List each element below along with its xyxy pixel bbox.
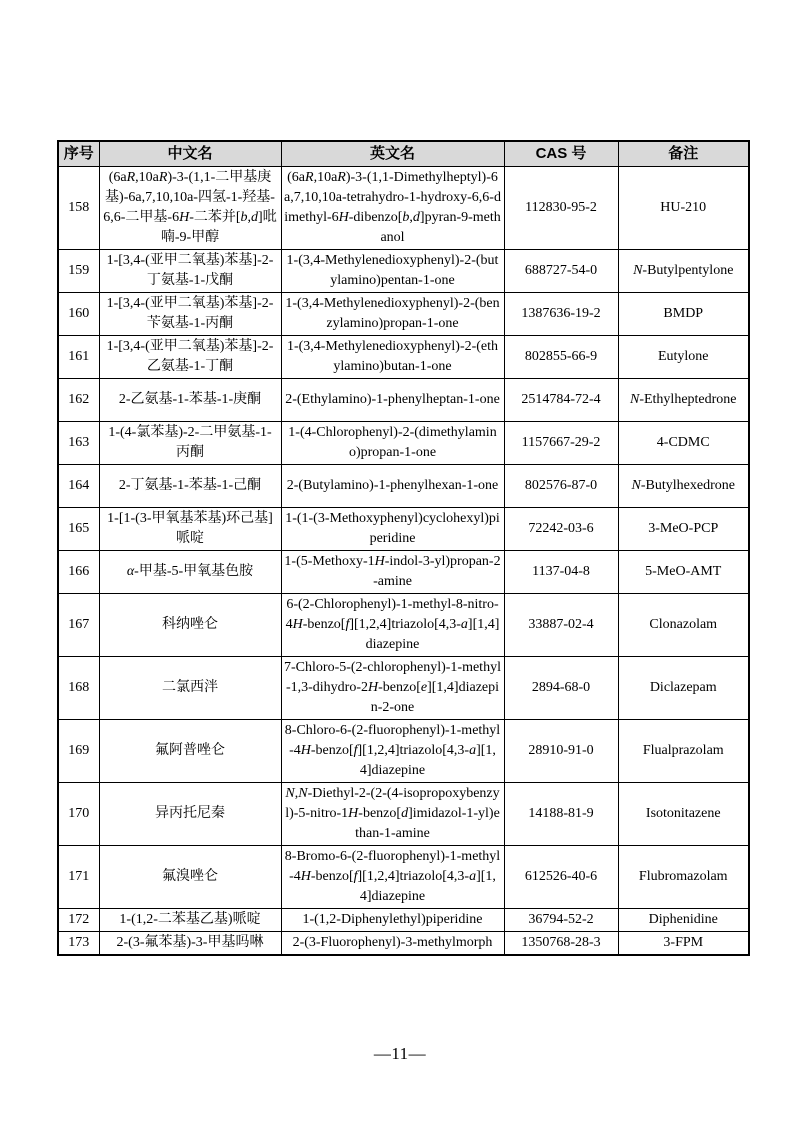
column-header-chinese-name: 中文名 [99, 141, 281, 167]
cell-cas-number: 1350768-28-3 [504, 932, 618, 956]
cell-cas-number: 802855-66-9 [504, 336, 618, 379]
cell-chinese-name: 2-丁氨基-1-苯基-1-己酮 [99, 465, 281, 508]
cell-cas-number: 802576-87-0 [504, 465, 618, 508]
cell-cas-number: 112830-95-2 [504, 167, 618, 250]
cell-serial-number: 163 [58, 422, 99, 465]
cell-remark: 5-MeO-AMT [618, 551, 749, 594]
table-row [58, 465, 749, 508]
cell-remark: Eutylone [618, 336, 749, 379]
table-row [58, 657, 749, 720]
table-body [58, 167, 749, 956]
cell-cas-number: 14188-81-9 [504, 783, 618, 846]
table-header [58, 141, 749, 167]
cell-cas-number: 612526-40-6 [504, 846, 618, 909]
cell-chinese-name: 异丙托尼秦 [99, 783, 281, 846]
cell-serial-number: 171 [58, 846, 99, 909]
cell-english-name: 1-(1,2-Diphenylethyl)piperidine [281, 909, 504, 932]
cell-english-name: 7-Chloro-5-(2-chlorophenyl)-1-methyl-1,3-dihydro-2H-benzo[e][1,4]diazepin-2-one [281, 657, 504, 720]
cell-cas-number: 2894-68-0 [504, 657, 618, 720]
cell-chinese-name: 1-(4-氯苯基)-2-二甲氨基-1-丙酮 [99, 422, 281, 465]
cell-serial-number: 165 [58, 508, 99, 551]
cell-serial-number: 166 [58, 551, 99, 594]
cell-english-name: 1-(3,4-Methylenedioxyphenyl)-2-(butylamino)pentan-1-one [281, 250, 504, 293]
cell-cas-number: 72242-03-6 [504, 508, 618, 551]
table-row [58, 551, 749, 594]
cell-remark: 3-FPM [618, 932, 749, 956]
table-row [58, 379, 749, 422]
table-row [58, 508, 749, 551]
cell-serial-number: 161 [58, 336, 99, 379]
cell-cas-number: 2514784-72-4 [504, 379, 618, 422]
cell-serial-number: 159 [58, 250, 99, 293]
cell-english-name: 6-(2-Chlorophenyl)-1-methyl-8-nitro-4H-benzo[f][1,2,4]triazolo[4,3-a][1,4]diazepine [281, 594, 504, 657]
cell-remark: Flualprazolam [618, 720, 749, 783]
column-header-remark: 备注 [618, 141, 749, 167]
column-header-english-name: 英文名 [281, 141, 504, 167]
table-header-row [58, 141, 749, 167]
table-row [58, 783, 749, 846]
cell-serial-number: 164 [58, 465, 99, 508]
cell-chinese-name: 二氯西泮 [99, 657, 281, 720]
cell-remark: Diclazepam [618, 657, 749, 720]
cell-chinese-name: 1-[3,4-(亚甲二氧基)苯基]-2-乙氨基-1-丁酮 [99, 336, 281, 379]
substances-table-container [57, 140, 750, 956]
table-row [58, 909, 749, 932]
cell-serial-number: 160 [58, 293, 99, 336]
cell-chinese-name: 1-[3,4-(亚甲二氧基)苯基]-2-丁氨基-1-戊酮 [99, 250, 281, 293]
table-row [58, 720, 749, 783]
cell-cas-number: 1387636-19-2 [504, 293, 618, 336]
cell-remark: N-Butylhexedrone [618, 465, 749, 508]
cell-chinese-name: 氟阿普唑仑 [99, 720, 281, 783]
cell-serial-number: 158 [58, 167, 99, 250]
cell-serial-number: 170 [58, 783, 99, 846]
cell-english-name: (6aR,10aR)-3-(1,1-Dimethylheptyl)-6a,7,10,10a-tetrahydro-1-hydroxy-6,6-dimethyl-6H-dibenzo[b,d]pyran-9-methanol [281, 167, 504, 250]
cell-cas-number: 28910-91-0 [504, 720, 618, 783]
cell-chinese-name: 1-(1,2-二苯基乙基)哌啶 [99, 909, 281, 932]
cell-serial-number: 173 [58, 932, 99, 956]
cell-remark: Isotonitazene [618, 783, 749, 846]
table-row [58, 250, 749, 293]
cell-english-name: 2-(Ethylamino)-1-phenylheptan-1-one [281, 379, 504, 422]
table-row [58, 336, 749, 379]
table-row [58, 932, 749, 956]
cell-english-name: 2-(Butylamino)-1-phenylhexan-1-one [281, 465, 504, 508]
cell-remark: HU-210 [618, 167, 749, 250]
column-header-serial-number: 序号 [58, 141, 99, 167]
cell-english-name: 8-Chloro-6-(2-fluorophenyl)-1-methyl-4H-benzo[f][1,2,4]triazolo[4,3-a][1,4]diazepine [281, 720, 504, 783]
cell-remark: Diphenidine [618, 909, 749, 932]
cell-serial-number: 172 [58, 909, 99, 932]
cell-english-name: 8-Bromo-6-(2-fluorophenyl)-1-methyl-4H-benzo[f][1,2,4]triazolo[4,3-a][1,4]diazepine [281, 846, 504, 909]
cell-english-name: 1-(5-Methoxy-1H-indol-3-yl)propan-2-amine [281, 551, 504, 594]
cell-cas-number: 688727-54-0 [504, 250, 618, 293]
cell-remark: Clonazolam [618, 594, 749, 657]
cell-serial-number: 169 [58, 720, 99, 783]
cell-english-name: 2-(3-Fluorophenyl)-3-methylmorph [281, 932, 504, 956]
cell-english-name: N,N-Diethyl-2-(2-(4-isopropoxybenzyl)-5-nitro-1H-benzo[d]imidazol-1-yl)ethan-1-amine [281, 783, 504, 846]
cell-remark: N-Butylpentylone [618, 250, 749, 293]
cell-cas-number: 1137-04-8 [504, 551, 618, 594]
cell-chinese-name: (6aR,10aR)-3-(1,1-二甲基庚基)-6a,7,10,10a-四氢-1-羟基-6,6-二甲基-6H-二苯并[b,d]吡喃-9-甲醇 [99, 167, 281, 250]
table-row [58, 846, 749, 909]
cell-chinese-name: 氟溴唑仑 [99, 846, 281, 909]
controlled-substances-table [57, 140, 750, 956]
table-row [58, 422, 749, 465]
cell-remark: Flubromazolam [618, 846, 749, 909]
cell-remark: N-Ethylheptedrone [618, 379, 749, 422]
column-header-cas-number: CAS 号 [504, 141, 618, 167]
table-row [58, 594, 749, 657]
cell-english-name: 1-(3,4-Methylenedioxyphenyl)-2-(ethylamino)butan-1-one [281, 336, 504, 379]
cell-remark: BMDP [618, 293, 749, 336]
cell-english-name: 1-(1-(3-Methoxyphenyl)cyclohexyl)piperidine [281, 508, 504, 551]
cell-chinese-name: α-甲基-5-甲氧基色胺 [99, 551, 281, 594]
cell-english-name: 1-(4-Chlorophenyl)-2-(dimethylamino)propan-1-one [281, 422, 504, 465]
cell-serial-number: 162 [58, 379, 99, 422]
table-row [58, 167, 749, 250]
cell-cas-number: 1157667-29-2 [504, 422, 618, 465]
cell-cas-number: 33887-02-4 [504, 594, 618, 657]
cell-remark: 4-CDMC [618, 422, 749, 465]
cell-serial-number: 167 [58, 594, 99, 657]
cell-chinese-name: 2-(3-氟苯基)-3-甲基吗啉 [99, 932, 281, 956]
cell-serial-number: 168 [58, 657, 99, 720]
cell-cas-number: 36794-52-2 [504, 909, 618, 932]
cell-chinese-name: 科纳唑仑 [99, 594, 281, 657]
table-row [58, 293, 749, 336]
page-number: —11— [373, 1044, 427, 1063]
cell-english-name: 1-(3,4-Methylenedioxyphenyl)-2-(benzylamino)propan-1-one [281, 293, 504, 336]
cell-chinese-name: 1-[1-(3-甲氧基苯基)环己基]哌啶 [99, 508, 281, 551]
cell-chinese-name: 1-[3,4-(亚甲二氧基)苯基]-2-苄氨基-1-丙酮 [99, 293, 281, 336]
cell-remark: 3-MeO-PCP [618, 508, 749, 551]
cell-chinese-name: 2-乙氨基-1-苯基-1-庚酮 [99, 379, 281, 422]
